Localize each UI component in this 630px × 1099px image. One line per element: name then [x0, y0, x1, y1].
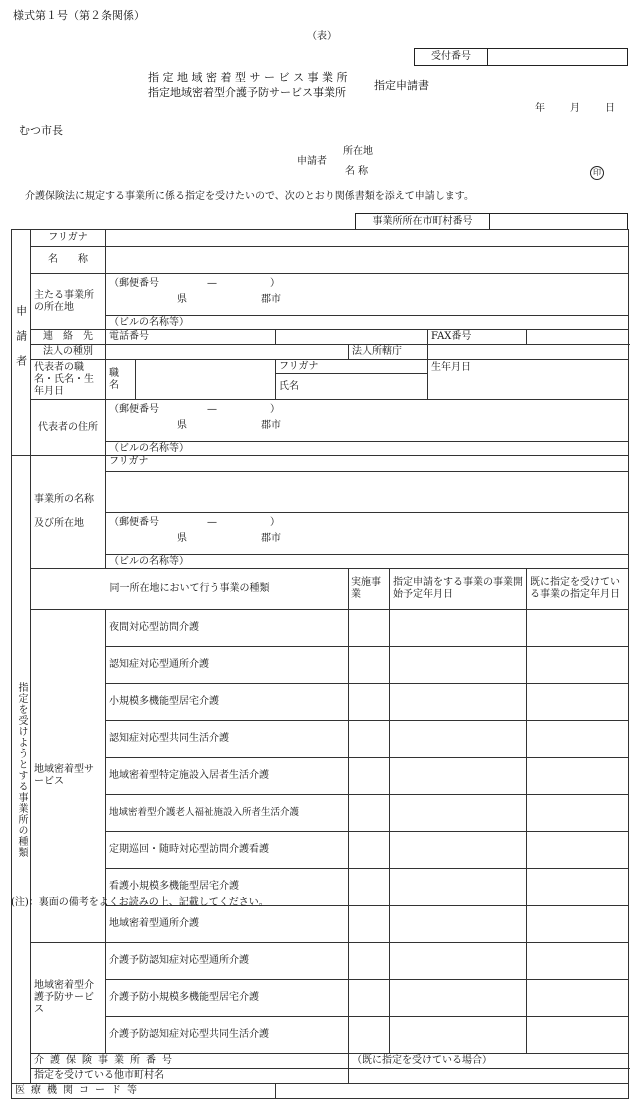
main-office-address[interactable] [106, 274, 629, 316]
rep-postal-close: ） [270, 403, 280, 415]
other-municipality-field[interactable] [349, 1069, 629, 1084]
rep-furigana-label: フリガナ [276, 360, 428, 374]
service-impl-cell[interactable] [349, 943, 390, 980]
service-planned-cell[interactable] [390, 980, 527, 1017]
insurance-number-label: 介護保険事業所番号 [31, 1054, 349, 1069]
service-name: 介護予防認知症対応型通所介護 [106, 943, 349, 980]
postal-dash: — [207, 277, 217, 289]
receipt-number-box [414, 48, 628, 66]
applicant-furigana-field[interactable] [106, 230, 629, 247]
service-existing-cell[interactable] [527, 832, 629, 869]
municipality-number-box [355, 213, 628, 230]
facility-postal-close: ） [270, 516, 280, 528]
service-impl-cell[interactable] [349, 832, 390, 869]
rep-post-label: 職 名 [106, 360, 136, 400]
service-existing-cell[interactable] [527, 721, 629, 758]
postal-close: ） [270, 277, 280, 289]
intro-text: 介護保険法に規定する事業所に係る指定を受けたいので、次のとおり関係書類を添えて申請します。 [25, 191, 474, 202]
corp-type-field[interactable] [106, 345, 349, 360]
applicant-name-field[interactable] [106, 247, 629, 274]
facility-city-label: 郡市 [261, 532, 281, 544]
service-planned-cell[interactable] [390, 647, 527, 684]
medical-code-field[interactable] [276, 1084, 629, 1099]
rep-birth-label: 生年月日 [428, 360, 629, 400]
service-row [12, 943, 629, 980]
service-impl-cell[interactable] [349, 1017, 390, 1054]
services-header-type: 同一所在地において行う事業の種類 [31, 569, 349, 610]
rep-prefecture-label: 県 [177, 419, 187, 431]
main-office-building[interactable]: （ビルの名称等） [106, 316, 629, 330]
doc-title-suffix: 指定申請書 [374, 79, 429, 92]
date-day: 日 [605, 103, 615, 114]
service-impl-cell[interactable] [349, 647, 390, 684]
facility-name-field[interactable] [106, 472, 629, 513]
side-label: （表） [307, 31, 337, 42]
service-name: 認知症対応型通所介護 [106, 647, 349, 684]
service-planned-cell[interactable] [390, 758, 527, 795]
rep-postal-open: （郵便番号 [109, 403, 159, 415]
service-impl-cell[interactable] [349, 721, 390, 758]
receipt-number-field[interactable] [489, 49, 625, 65]
service-planned-cell[interactable] [390, 906, 527, 943]
city-label: 郡市 [261, 293, 281, 305]
service-existing-cell[interactable] [527, 684, 629, 721]
service-existing-cell[interactable] [527, 1017, 629, 1054]
fax-field[interactable] [527, 330, 629, 345]
receipt-number-label: 受付番号 [415, 49, 488, 65]
medical-code-label: 医療機関コード等 [12, 1084, 276, 1099]
service-impl-cell[interactable] [349, 758, 390, 795]
addressee: むつ市長 [19, 124, 63, 137]
service-existing-cell[interactable] [527, 795, 629, 832]
rep-post-field[interactable] [136, 360, 276, 400]
fax-label: FAX番号 [428, 330, 527, 345]
rep-address-label: 代表者の住所 [31, 400, 106, 456]
rep-building[interactable]: （ビルの名称等） [106, 442, 629, 456]
rep-city-label: 郡市 [261, 419, 281, 431]
rep-address[interactable] [106, 400, 629, 442]
doc-title-line1: 指 定 地 域 密 着 型 サ ー ビ ス 事 業 所 [148, 71, 348, 84]
service-impl-cell[interactable] [349, 684, 390, 721]
corp-authority-label: 法人所轄庁 [349, 345, 428, 360]
date-year: 年 [535, 103, 545, 114]
service-name: 看護小規模多機能型居宅介護 [106, 869, 349, 906]
prefecture-label: 県 [177, 293, 187, 305]
service-name: 介護予防認知症対応型共同生活介護 [106, 1017, 349, 1054]
service-planned-cell[interactable] [390, 721, 527, 758]
service-impl-cell[interactable] [349, 869, 390, 906]
service-planned-cell[interactable] [390, 610, 527, 647]
contact-label: 連 絡 先 [31, 330, 106, 345]
service-name: 小規模多機能型居宅介護 [106, 684, 349, 721]
facility-address[interactable] [106, 513, 629, 555]
rep-label: 代表者の職名・氏名・生年月日 [31, 360, 106, 400]
service-existing-cell[interactable] [527, 610, 629, 647]
service-existing-cell[interactable] [527, 647, 629, 684]
section-applicant-label: 申請者 [12, 230, 31, 456]
service-existing-cell[interactable] [527, 869, 629, 906]
facility-postal-dash: — [207, 516, 217, 528]
rep-postal-dash: — [207, 403, 217, 415]
facility-name-label [31, 456, 106, 569]
facility-postal-open: （郵便番号 [109, 516, 159, 528]
service-planned-cell[interactable] [390, 869, 527, 906]
other-municipality-label: 指定を受けている他市町村名 [31, 1069, 349, 1084]
applicant-label: 申請者 [297, 156, 327, 167]
service-existing-cell[interactable] [527, 943, 629, 980]
service-name: 定期巡回・随時対応型訪問介護看護 [106, 832, 349, 869]
service-planned-cell[interactable] [390, 795, 527, 832]
application-form-table [11, 229, 629, 1099]
doc-title-line2: 指定地域密着型介護予防サービス事業所 [148, 86, 346, 99]
corp-type-label: 法人の種別 [31, 345, 106, 360]
corp-authority-field[interactable] [428, 345, 629, 360]
group1-label: 地域密着型サービス [31, 610, 106, 943]
service-name: 地域密着型特定施設入居者生活介護 [106, 758, 349, 795]
service-name: 地域密着型通所介護 [106, 906, 349, 943]
phone-label: 電話番号 [106, 330, 276, 345]
applicant-furigana-label: フリガナ [31, 230, 106, 247]
service-existing-cell[interactable] [527, 906, 629, 943]
insurance-note[interactable]: （既に指定を受けている場合） [349, 1054, 629, 1069]
facility-name-label-line2: 及び所在地 [34, 518, 84, 529]
service-existing-cell[interactable] [527, 980, 629, 1017]
service-name: 夜間対応型訪問介護 [106, 610, 349, 647]
service-existing-cell[interactable] [527, 758, 629, 795]
service-impl-cell[interactable] [349, 906, 390, 943]
date-month: 月 [570, 103, 580, 114]
service-planned-cell[interactable] [390, 943, 527, 980]
services-header-impl: 実施事業 [349, 569, 390, 610]
form-number: 様式第１号（第２条関係） [13, 9, 145, 22]
footnote: (注)：裏面の備考をよくお読みの上、記載してください。 [11, 897, 269, 908]
facility-name-label-line1: 事業所の名称 [34, 494, 94, 505]
service-impl-cell[interactable] [349, 610, 390, 647]
main-office-label: 主たる事業所の所在地 [31, 274, 106, 330]
applicant-name-row-label: 名 称 [31, 247, 106, 274]
service-planned-cell[interactable] [390, 832, 527, 869]
facility-building[interactable]: （ビルの名称等） [106, 555, 629, 569]
services-header-existing: 既に指定を受けている事業の指定年月日 [527, 569, 629, 610]
facility-prefecture-label: 県 [177, 532, 187, 544]
service-impl-cell[interactable] [349, 795, 390, 832]
group2-label: 地域密着型介護予防サービス [31, 943, 106, 1054]
service-row [12, 610, 629, 647]
rep-name-label: 氏名 [276, 374, 428, 400]
service-planned-cell[interactable] [390, 684, 527, 721]
service-planned-cell[interactable] [390, 1017, 527, 1054]
service-name: 地域密着型介護老人福祉施設入所者生活介護 [106, 795, 349, 832]
services-header-planned: 指定申請をする事業の事業開始予定年月日 [390, 569, 527, 610]
postal-open: （郵便番号 [109, 277, 159, 289]
seal-mark: 印 [590, 166, 604, 180]
service-name: 認知症対応型共同生活介護 [106, 721, 349, 758]
phone-field[interactable] [276, 330, 428, 345]
applicant-name-label: 名 称 [345, 166, 369, 177]
service-impl-cell[interactable] [349, 980, 390, 1017]
section-facility-label: 指定を受けようとする事業所の種類 [12, 456, 31, 1084]
service-name: 介護予防小規模多機能型居宅介護 [106, 980, 349, 1017]
applicant-address-label: 所在地 [343, 146, 373, 157]
facility-furigana-label: フリガナ [106, 456, 629, 472]
municipality-number-label: 事業所所在市町村番号 [356, 214, 490, 229]
